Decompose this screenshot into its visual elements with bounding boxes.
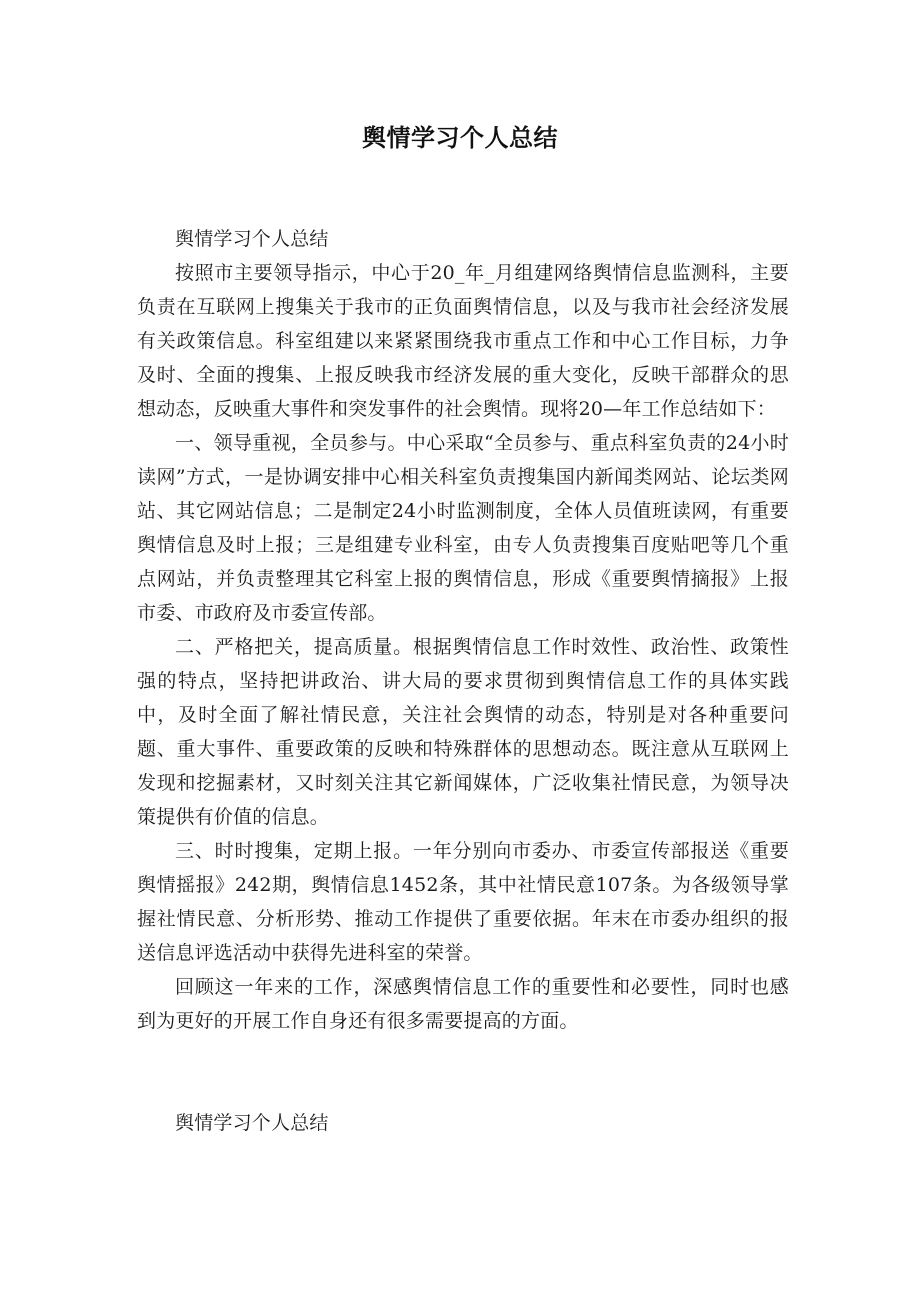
paragraph-point-two: 二、严格把关，提高质量。根据舆情信息工作时效性、政治性、政策性强的特点，坚持把讲政治、讲大局的要求贯彻到舆情信息工作的具体实践中，及时全面了解社情民意，关注社会舆情的动态，特别是对各种重要问题、重大事件、重要政策的反映和特殊群体的思想动态。既注意从互联网上发现和挖掘素材，又时刻关注其它新闻媒体，广泛收集社情民意，为领导决策提供有价值的信息。 — [137, 636, 789, 828]
paragraph-intro: 按照市主要领导指示，中心于20_年_月组建网络舆情信息监测科，主要负责在互联网上搜集关于我市的正负面舆情信息，以及与我市社会经济发展有关政策信息。科室组建以来紧紧围绕我市重点工作和中心工作目标，力争及时、全面的搜集、上报反映我市经济发展的重大变化，反映干部群众的思想动态，反映重大事件和突发事件的社会舆情。现将20—年工作总结如下： — [137, 262, 789, 420]
paragraph-point-one: 一、领导重视，全员参与。中心采取“全员参与、重点科室负责的24小时读网”方式，一是协调安排中心相关科室负责搜集国内新闻类网站、论坛类网站、其它网站信息；二是制定24小时监测制度，全体人员值班读网，有重要舆情信息及时上报；三是组建专业科室，由专人负责搜集百度贴吧等几个重点网站，并负责整理其它科室上报的舆情信息，形成《重要舆情摘报》上报市委、市政府及市委宣传部。 — [137, 432, 789, 624]
footer-section-heading: 舆情学习个人总结 — [175, 1112, 329, 1134]
section-heading: 舆情学习个人总结 — [175, 228, 329, 250]
paragraph-review: 回顾这一年来的工作，深感舆情信息工作的重要性和必要性，同时也感到为更好的开展工作自身还有很多需要提高的方面。 — [137, 976, 789, 1032]
paragraph-point-three: 三、时时搜集，定期上报。一年分别向市委办、市委宣传部报送《重要舆情摇报》242期，舆情信息1452条，其中社情民意107条。为各级领导掌握社情民意、分析形势、推动工作提供了重要依据。年末在市委办组织的报送信息评选活动中获得先进科室的荣誉。 — [137, 840, 789, 964]
document-title: 舆情学习个人总结 — [362, 124, 558, 152]
document-body — [137, 222, 789, 1038]
